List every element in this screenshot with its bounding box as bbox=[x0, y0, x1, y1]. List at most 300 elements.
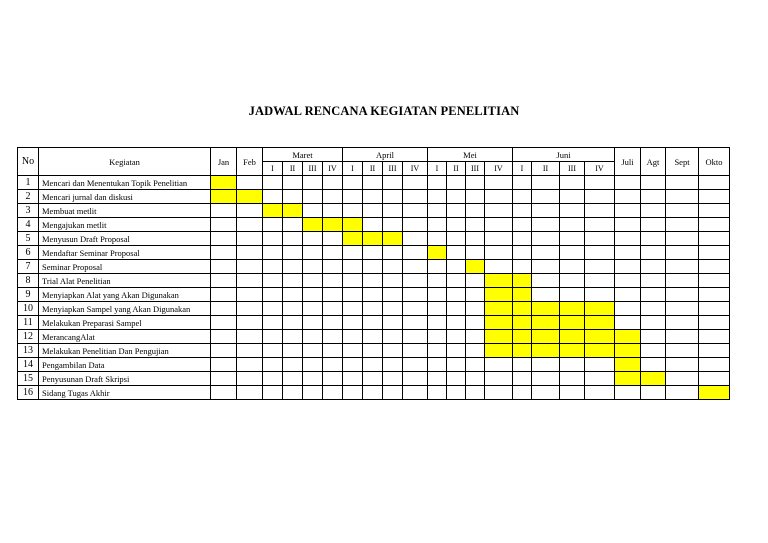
schedule-cell bbox=[666, 176, 699, 190]
table-row bbox=[18, 330, 730, 344]
schedule-cell bbox=[263, 190, 283, 204]
schedule-cell-active bbox=[513, 330, 532, 344]
schedule-cell bbox=[343, 176, 363, 190]
schedule-cell bbox=[585, 372, 615, 386]
schedule-cell bbox=[447, 190, 466, 204]
schedule-cell bbox=[699, 288, 730, 302]
schedule-cell bbox=[237, 302, 263, 316]
schedule-cell bbox=[560, 288, 585, 302]
schedule-cell bbox=[447, 218, 466, 232]
schedule-cell bbox=[428, 204, 447, 218]
schedule-cell bbox=[641, 204, 666, 218]
schedule-cell bbox=[513, 232, 532, 246]
schedule-cell bbox=[666, 372, 699, 386]
schedule-cell bbox=[363, 344, 383, 358]
schedule-cell bbox=[323, 386, 343, 400]
schedule-cell bbox=[666, 288, 699, 302]
schedule-cell bbox=[428, 386, 447, 400]
schedule-cell bbox=[447, 344, 466, 358]
schedule-cell bbox=[641, 386, 666, 400]
schedule-cell bbox=[343, 190, 363, 204]
schedule-cell bbox=[560, 358, 585, 372]
schedule-cell bbox=[466, 218, 485, 232]
schedule-cell bbox=[641, 274, 666, 288]
schedule-cell bbox=[560, 386, 585, 400]
schedule-cell bbox=[403, 274, 428, 288]
schedule-cell bbox=[403, 176, 428, 190]
schedule-cell bbox=[323, 358, 343, 372]
schedule-cell bbox=[447, 386, 466, 400]
schedule-cell bbox=[211, 372, 237, 386]
schedule-cell bbox=[211, 344, 237, 358]
schedule-cell bbox=[283, 176, 303, 190]
table-row bbox=[18, 316, 730, 330]
schedule-cell-active bbox=[513, 302, 532, 316]
activity-name: Sidang Tugas Akhir bbox=[39, 386, 211, 400]
schedule-cell bbox=[323, 246, 343, 260]
header-mei: Mei bbox=[428, 148, 513, 162]
schedule-cell bbox=[283, 190, 303, 204]
header-juni: Juni bbox=[513, 148, 615, 162]
schedule-cell bbox=[403, 386, 428, 400]
schedule-cell-active bbox=[283, 204, 303, 218]
schedule-cell bbox=[532, 274, 560, 288]
schedule-cell bbox=[237, 330, 263, 344]
activity-name: Seminar Proposal bbox=[39, 260, 211, 274]
schedule-cell bbox=[403, 232, 428, 246]
schedule-cell bbox=[211, 274, 237, 288]
schedule-cell bbox=[323, 288, 343, 302]
schedule-cell bbox=[666, 344, 699, 358]
schedule-cell bbox=[641, 260, 666, 274]
schedule-cell bbox=[615, 190, 641, 204]
schedule-cell bbox=[560, 372, 585, 386]
schedule-cell bbox=[323, 302, 343, 316]
week-header: II bbox=[363, 162, 383, 176]
row-number: 12 bbox=[18, 330, 39, 344]
schedule-cell bbox=[560, 232, 585, 246]
schedule-cell bbox=[466, 204, 485, 218]
schedule-cell-active bbox=[585, 302, 615, 316]
schedule-cell bbox=[323, 190, 343, 204]
activity-name: Pengambilan Data bbox=[39, 358, 211, 372]
activity-name: Melakukan Penelitian Dan Pengujian bbox=[39, 344, 211, 358]
schedule-cell bbox=[283, 302, 303, 316]
schedule-cell bbox=[585, 218, 615, 232]
schedule-cell bbox=[403, 344, 428, 358]
schedule-cell-active bbox=[211, 176, 237, 190]
schedule-cell-active bbox=[343, 218, 363, 232]
schedule-cell bbox=[323, 204, 343, 218]
schedule-cell bbox=[303, 288, 323, 302]
schedule-cell bbox=[403, 330, 428, 344]
schedule-cell bbox=[211, 358, 237, 372]
schedule-cell bbox=[383, 372, 403, 386]
schedule-cell bbox=[485, 358, 513, 372]
schedule-cell bbox=[263, 330, 283, 344]
schedule-cell bbox=[237, 372, 263, 386]
schedule-cell bbox=[641, 316, 666, 330]
header-jan: Jan bbox=[211, 148, 237, 176]
schedule-cell bbox=[699, 330, 730, 344]
schedule-cell bbox=[699, 246, 730, 260]
schedule-cell bbox=[263, 246, 283, 260]
row-number: 16 bbox=[18, 386, 39, 400]
schedule-cell bbox=[428, 190, 447, 204]
table-row bbox=[18, 288, 730, 302]
schedule-cell-active bbox=[363, 232, 383, 246]
schedule-cell bbox=[532, 260, 560, 274]
schedule-cell bbox=[699, 274, 730, 288]
schedule-cell bbox=[237, 344, 263, 358]
schedule-cell-active bbox=[615, 372, 641, 386]
row-number: 14 bbox=[18, 358, 39, 372]
schedule-cell bbox=[303, 386, 323, 400]
schedule-cell bbox=[615, 288, 641, 302]
schedule-cell bbox=[699, 218, 730, 232]
schedule-cell bbox=[303, 302, 323, 316]
schedule-cell bbox=[403, 372, 428, 386]
schedule-cell bbox=[403, 190, 428, 204]
schedule-cell bbox=[283, 218, 303, 232]
schedule-cell bbox=[237, 204, 263, 218]
schedule-cell bbox=[428, 330, 447, 344]
schedule-cell-active bbox=[699, 386, 730, 400]
schedule-cell bbox=[363, 358, 383, 372]
header-sept: Sept bbox=[666, 148, 699, 176]
schedule-cell-active bbox=[585, 344, 615, 358]
table-row bbox=[18, 190, 730, 204]
schedule-cell bbox=[532, 386, 560, 400]
activity-name: Mengajukan metlit bbox=[39, 218, 211, 232]
schedule-cell-active bbox=[560, 330, 585, 344]
schedule-cell bbox=[641, 176, 666, 190]
activity-name: Menyiapkan Alat yang Akan Digunakan bbox=[39, 288, 211, 302]
schedule-table bbox=[17, 147, 730, 400]
week-header: II bbox=[447, 162, 466, 176]
schedule-cell-active bbox=[615, 344, 641, 358]
row-number: 3 bbox=[18, 204, 39, 218]
schedule-cell bbox=[363, 260, 383, 274]
schedule-cell-active bbox=[585, 316, 615, 330]
schedule-cell bbox=[263, 176, 283, 190]
schedule-cell bbox=[447, 176, 466, 190]
schedule-cell bbox=[447, 232, 466, 246]
schedule-cell bbox=[211, 302, 237, 316]
schedule-cell bbox=[513, 372, 532, 386]
schedule-cell bbox=[532, 204, 560, 218]
schedule-cell bbox=[343, 358, 363, 372]
schedule-cell-active bbox=[466, 260, 485, 274]
schedule-cell bbox=[303, 274, 323, 288]
schedule-cell bbox=[666, 218, 699, 232]
schedule-cell bbox=[641, 344, 666, 358]
schedule-cell bbox=[343, 330, 363, 344]
schedule-cell bbox=[237, 386, 263, 400]
schedule-cell bbox=[666, 274, 699, 288]
schedule-cell bbox=[383, 204, 403, 218]
schedule-cell bbox=[383, 218, 403, 232]
schedule-cell bbox=[343, 274, 363, 288]
row-number: 9 bbox=[18, 288, 39, 302]
schedule-cell bbox=[466, 358, 485, 372]
schedule-cell bbox=[699, 190, 730, 204]
schedule-cell bbox=[585, 274, 615, 288]
schedule-cell bbox=[699, 302, 730, 316]
schedule-cell-active bbox=[485, 274, 513, 288]
schedule-cell bbox=[699, 344, 730, 358]
schedule-cell bbox=[699, 372, 730, 386]
schedule-cell bbox=[323, 176, 343, 190]
table-row bbox=[18, 218, 730, 232]
schedule-cell bbox=[303, 260, 323, 274]
schedule-cell bbox=[383, 358, 403, 372]
week-header: II bbox=[283, 162, 303, 176]
schedule-cell bbox=[428, 232, 447, 246]
schedule-cell-active bbox=[532, 316, 560, 330]
schedule-cell bbox=[466, 302, 485, 316]
row-number: 1 bbox=[18, 176, 39, 190]
schedule-cell bbox=[263, 274, 283, 288]
schedule-cell bbox=[383, 386, 403, 400]
schedule-cell bbox=[383, 176, 403, 190]
schedule-cell bbox=[513, 176, 532, 190]
schedule-cell-active bbox=[532, 302, 560, 316]
schedule-cell-active bbox=[513, 288, 532, 302]
schedule-cell bbox=[403, 260, 428, 274]
schedule-cell bbox=[211, 204, 237, 218]
schedule-cell bbox=[237, 218, 263, 232]
schedule-cell bbox=[263, 232, 283, 246]
row-number: 6 bbox=[18, 246, 39, 260]
table-row bbox=[18, 246, 730, 260]
header-feb: Feb bbox=[237, 148, 263, 176]
week-header: IV bbox=[585, 162, 615, 176]
schedule-cell-active bbox=[485, 302, 513, 316]
schedule-cell bbox=[428, 302, 447, 316]
activity-name: Menyusun Draft Proposal bbox=[39, 232, 211, 246]
schedule-cell bbox=[615, 232, 641, 246]
schedule-cell bbox=[383, 246, 403, 260]
schedule-cell bbox=[513, 260, 532, 274]
schedule-cell bbox=[466, 330, 485, 344]
schedule-cell bbox=[466, 344, 485, 358]
schedule-cell bbox=[466, 232, 485, 246]
schedule-cell bbox=[560, 246, 585, 260]
schedule-cell bbox=[699, 176, 730, 190]
schedule-cell bbox=[447, 274, 466, 288]
schedule-cell bbox=[585, 190, 615, 204]
schedule-cell-active bbox=[485, 330, 513, 344]
schedule-cell bbox=[323, 344, 343, 358]
schedule-cell bbox=[343, 246, 363, 260]
schedule-cell-active bbox=[560, 344, 585, 358]
schedule-cell bbox=[363, 246, 383, 260]
schedule-cell bbox=[303, 176, 323, 190]
schedule-cell bbox=[363, 218, 383, 232]
schedule-cell-active bbox=[343, 232, 363, 246]
schedule-cell-active bbox=[263, 204, 283, 218]
schedule-cell bbox=[585, 358, 615, 372]
schedule-cell bbox=[383, 344, 403, 358]
schedule-cell bbox=[615, 218, 641, 232]
schedule-cell bbox=[343, 302, 363, 316]
week-header: I bbox=[428, 162, 447, 176]
schedule-cell bbox=[513, 246, 532, 260]
schedule-cell bbox=[283, 372, 303, 386]
schedule-cell bbox=[485, 218, 513, 232]
header-maret: Maret bbox=[263, 148, 343, 162]
schedule-cell bbox=[343, 204, 363, 218]
schedule-cell bbox=[585, 246, 615, 260]
week-header: I bbox=[263, 162, 283, 176]
schedule-cell bbox=[585, 260, 615, 274]
header-no: No bbox=[18, 148, 39, 176]
row-number: 15 bbox=[18, 372, 39, 386]
schedule-cell bbox=[237, 176, 263, 190]
schedule-cell bbox=[323, 330, 343, 344]
schedule-cell bbox=[513, 358, 532, 372]
schedule-cell bbox=[513, 204, 532, 218]
schedule-cell bbox=[303, 358, 323, 372]
schedule-cell bbox=[303, 316, 323, 330]
schedule-cell bbox=[343, 288, 363, 302]
schedule-cell bbox=[666, 260, 699, 274]
schedule-cell bbox=[237, 358, 263, 372]
schedule-cell bbox=[466, 288, 485, 302]
schedule-cell bbox=[383, 316, 403, 330]
schedule-cell bbox=[323, 260, 343, 274]
activity-name: Membuat metlit bbox=[39, 204, 211, 218]
schedule-cell bbox=[641, 330, 666, 344]
activity-name: Penyusunan Draft Skripsi bbox=[39, 372, 211, 386]
week-header: III bbox=[303, 162, 323, 176]
schedule-cell bbox=[283, 330, 303, 344]
header-juli: Juli bbox=[615, 148, 641, 176]
schedule-cell bbox=[303, 330, 323, 344]
schedule-cell bbox=[403, 204, 428, 218]
schedule-cell bbox=[532, 358, 560, 372]
row-number: 2 bbox=[18, 190, 39, 204]
schedule-cell bbox=[211, 260, 237, 274]
schedule-cell bbox=[532, 372, 560, 386]
schedule-cell-active bbox=[532, 330, 560, 344]
schedule-cell-active bbox=[513, 316, 532, 330]
activity-name: Mencari jurnal dan diskusi bbox=[39, 190, 211, 204]
schedule-cell bbox=[485, 260, 513, 274]
schedule-cell bbox=[283, 344, 303, 358]
schedule-cell bbox=[428, 288, 447, 302]
week-header: IV bbox=[403, 162, 428, 176]
schedule-cell bbox=[485, 246, 513, 260]
schedule-cell-active bbox=[615, 330, 641, 344]
row-number: 8 bbox=[18, 274, 39, 288]
schedule-cell bbox=[666, 330, 699, 344]
schedule-cell bbox=[447, 288, 466, 302]
schedule-cell bbox=[211, 316, 237, 330]
schedule-cell bbox=[403, 302, 428, 316]
schedule-cell bbox=[666, 232, 699, 246]
schedule-cell bbox=[485, 176, 513, 190]
schedule-cell bbox=[211, 330, 237, 344]
schedule-cell bbox=[211, 386, 237, 400]
schedule-cell bbox=[323, 316, 343, 330]
schedule-cell bbox=[283, 274, 303, 288]
table-row bbox=[18, 204, 730, 218]
schedule-cell bbox=[211, 218, 237, 232]
schedule-cell bbox=[447, 316, 466, 330]
schedule-cell bbox=[263, 386, 283, 400]
schedule-cell bbox=[383, 288, 403, 302]
schedule-cell bbox=[560, 176, 585, 190]
activity-name: Trial Alat Penelitian bbox=[39, 274, 211, 288]
schedule-cell bbox=[532, 246, 560, 260]
row-number: 5 bbox=[18, 232, 39, 246]
schedule-cell bbox=[485, 386, 513, 400]
week-header: II bbox=[532, 162, 560, 176]
schedule-cell bbox=[263, 302, 283, 316]
schedule-cell bbox=[447, 372, 466, 386]
schedule-cell bbox=[403, 246, 428, 260]
schedule-cell bbox=[303, 232, 323, 246]
schedule-cell bbox=[560, 218, 585, 232]
schedule-cell bbox=[666, 190, 699, 204]
schedule-cell bbox=[532, 190, 560, 204]
schedule-cell-active bbox=[585, 330, 615, 344]
row-number: 13 bbox=[18, 344, 39, 358]
schedule-cell bbox=[699, 260, 730, 274]
table-row bbox=[18, 372, 730, 386]
week-header: III bbox=[383, 162, 403, 176]
schedule-cell bbox=[666, 316, 699, 330]
schedule-cell bbox=[466, 386, 485, 400]
week-header: I bbox=[513, 162, 532, 176]
schedule-cell bbox=[560, 260, 585, 274]
week-header: I bbox=[343, 162, 363, 176]
schedule-cell bbox=[263, 288, 283, 302]
schedule-cell bbox=[263, 316, 283, 330]
schedule-cell bbox=[615, 260, 641, 274]
schedule-cell bbox=[560, 190, 585, 204]
schedule-cell bbox=[641, 190, 666, 204]
page-title: JADWAL RENCANA KEGIATAN PENELITIAN bbox=[248, 104, 520, 118]
schedule-cell bbox=[532, 288, 560, 302]
schedule-cell-active bbox=[513, 274, 532, 288]
schedule-cell bbox=[447, 330, 466, 344]
schedule-cell bbox=[363, 204, 383, 218]
schedule-cell bbox=[303, 344, 323, 358]
header-okto: Okto bbox=[699, 148, 730, 176]
schedule-cell bbox=[283, 246, 303, 260]
schedule-cell bbox=[428, 218, 447, 232]
schedule-cell bbox=[363, 316, 383, 330]
schedule-cell bbox=[283, 260, 303, 274]
row-number: 4 bbox=[18, 218, 39, 232]
schedule-cell bbox=[666, 386, 699, 400]
table-row bbox=[18, 176, 730, 190]
schedule-cell bbox=[666, 302, 699, 316]
schedule-cell bbox=[641, 358, 666, 372]
schedule-cell-active bbox=[560, 302, 585, 316]
schedule-cell bbox=[403, 288, 428, 302]
schedule-cell bbox=[560, 274, 585, 288]
week-header: IV bbox=[485, 162, 513, 176]
schedule-cell bbox=[323, 274, 343, 288]
schedule-cell bbox=[447, 204, 466, 218]
header-agt: Agt bbox=[641, 148, 666, 176]
schedule-cell bbox=[283, 288, 303, 302]
schedule-cell bbox=[699, 358, 730, 372]
